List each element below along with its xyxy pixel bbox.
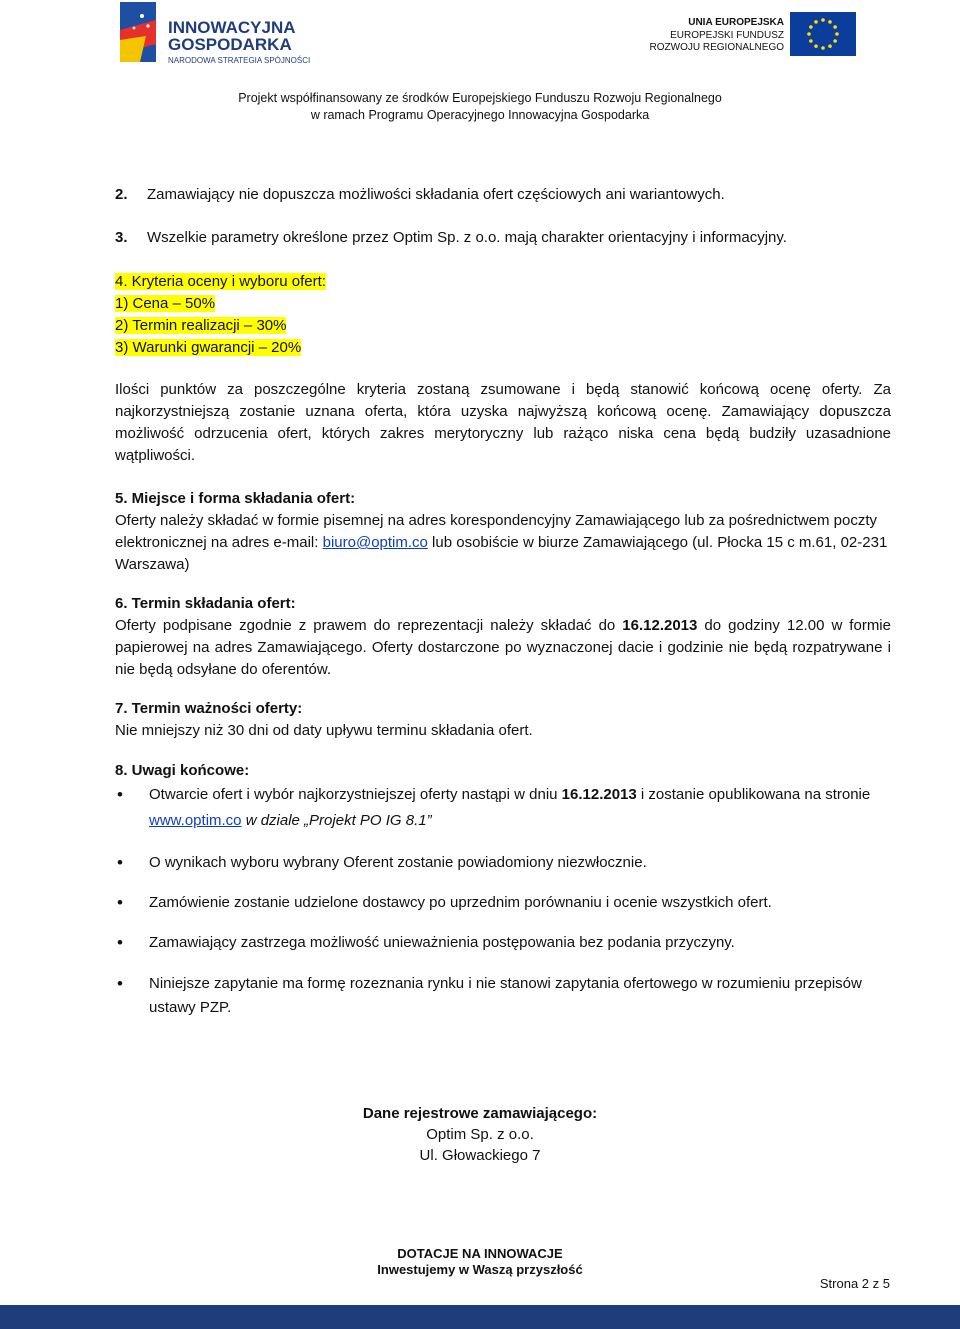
section-5-text: Oferty należy składać w formie pisemnej na adres korespondencyjny Zamawiającego lub za pośrednictwem poczty elektronicznej na adres e-mail: biuro@optim.co lub osobiście w biurze Zamawiającego (ul. Płocka 15 c m.61, 02-231 Warszawa) xyxy=(115,512,888,573)
eu-star-icon xyxy=(821,18,825,22)
svg-text:ROZWOJU REGIONALNEGO: ROZWOJU REGIONALNEGO xyxy=(649,42,784,53)
item-3-number: 3. xyxy=(115,229,128,246)
section-8-title: 8. Uwagi końcowe: xyxy=(115,762,250,779)
registration-company: Optim Sp. z o.o. xyxy=(426,1126,534,1143)
section-4-paragraph xyxy=(115,379,891,467)
svg-text:NARODOWA STRATEGIA SPÓJNOŚCI: NARODOWA STRATEGIA SPÓJNOŚCI xyxy=(168,56,311,65)
footer-bar xyxy=(0,1305,960,1329)
innowacyjna-gospodarka-logo xyxy=(110,0,330,70)
section-5-title: 5. Miejsce i forma składania ofert: xyxy=(115,490,356,507)
list-item: • Niniejsze zapytanie ma formę rozeznania rynku i nie stanowi zapytania ofertowego w rozumieniu przepisów ustawy PZP. xyxy=(115,972,891,1020)
registration-street: Ul. Głowackiego 7 xyxy=(419,1147,541,1164)
eu-star-icon xyxy=(835,32,839,36)
website-link[interactable]: www.optim.co xyxy=(149,812,242,829)
eu-star-icon xyxy=(807,32,811,36)
section-7-text: Nie mniejszy niż 30 dni od daty upływu terminu składania ofert. xyxy=(115,722,533,739)
section-6-text: Oferty podpisane zgodnie z prawem do reprezentacji należy składać do 16.12.2013 do godziny 12.00 w formie papierowej na adres Zamawiającego. Oferty dostarczone po wyznaczonej dacie i godzinie nie będą rozpatrywane i nie będą odsyłane do oferentów. xyxy=(115,617,891,678)
eu-star-icon xyxy=(809,25,813,29)
item-3-text: Wszelkie parametry określone przez Optim Sp. z o.o. mają charakter orientacyjny i informacyjny. xyxy=(147,229,787,246)
item-2-text: Zamawiający nie dopuszcza możliwości składania ofert częściowych ani wariantowych. xyxy=(147,186,725,203)
eu-star-icon xyxy=(828,20,832,24)
footer-slogan xyxy=(0,1246,960,1278)
eu-star-icon xyxy=(833,25,837,29)
rejection-text: Zamawiający dopuszcza możliwość odrzucenia ofert, których zakres merytoryczny lub rażąco niska cena będą budziły uzasadnione wątpliwości. xyxy=(115,403,892,464)
list-item: • Zamawiający zastrzega możliwość unieważnienia postępowania bez podania przyczyny. xyxy=(115,932,891,954)
project-funding-note xyxy=(0,90,960,124)
footer-line-2: Inwestujemy w Waszą przyszłość xyxy=(377,1262,583,1277)
project-line-1: Projekt współfinansowany ze środków Europejskiego Funduszu Rozwoju Regionalnego xyxy=(238,91,722,105)
criterion-1: 1) Cena – 50% xyxy=(115,295,216,312)
section-7-title: 7. Termin ważności oferty: xyxy=(115,700,303,717)
deadline-date: 16.12.2013 xyxy=(622,617,698,634)
criterion-3: 3) Warunki gwarancji – 20% xyxy=(115,339,302,356)
criterion-2: 2) Termin realizacji – 30% xyxy=(115,317,287,334)
eu-logo xyxy=(649,10,866,60)
eu-star-icon xyxy=(833,39,837,43)
scoring-text: Ilości punktów za poszczególne kryteria zostaną zsumowane i będą stanowić końcową ocenę oferty. Za najkorzystniejszą zostanie uznana oferta, która uzyska najwyższą końcową ocenę. xyxy=(115,381,891,420)
item-2 xyxy=(115,184,891,206)
svg-text:EUROPEJSKI FUNDUSZ: EUROPEJSKI FUNDUSZ xyxy=(670,30,784,41)
eu-star-icon xyxy=(821,46,825,50)
eu-star-icon xyxy=(828,44,832,48)
svg-text:INNOWACYJNA: INNOWACYJNA xyxy=(168,18,296,37)
logo-emblem-icon xyxy=(110,0,330,70)
section-6-title: 6. Termin składania ofert: xyxy=(115,595,296,612)
section-4-title: 4. Kryteria oceny i wyboru ofert: xyxy=(115,273,326,290)
email-link[interactable]: biuro@optim.co xyxy=(322,534,428,551)
svg-text:UNIA EUROPEJSKA: UNIA EUROPEJSKA xyxy=(688,17,784,28)
page-number: Strona 2 z 5 xyxy=(819,1276,890,1291)
list-item: • Otwarcie ofert i wybór najkorzystniejszej oferty nastąpi w dniu 16.12.2013 i zostanie opublikowana na stronie www.optim.co w dziale „Projekt PO IG 8.1” xyxy=(115,782,891,834)
item-2-number: 2. xyxy=(115,186,128,203)
project-line-2: w ramach Programu Operacyjnego Innowacyjna Gospodarka xyxy=(310,108,650,122)
eu-star-icon xyxy=(814,20,818,24)
registration-title: Dane rejestrowe zamawiającego: xyxy=(362,1105,598,1122)
eu-star-icon xyxy=(809,39,813,43)
svg-text:GOSPODARKA: GOSPODARKA xyxy=(168,35,292,54)
document-body xyxy=(115,184,891,1020)
eu-star-icon xyxy=(814,44,818,48)
list-item: • O wynikach wyboru wybrany Oferent zostanie powiadomiony niezwłocznie. xyxy=(115,852,891,874)
registration-data xyxy=(0,1103,960,1166)
item-3 xyxy=(115,227,891,249)
eu-flag-icon xyxy=(649,10,866,60)
list-item: • Zamówienie zostanie udzielone dostawcy po uprzednim porównaniu i ocenie wszystkich ofert. xyxy=(115,892,891,914)
final-remarks-list xyxy=(115,782,891,1020)
footer-line-1: DOTACJE NA INNOWACJE xyxy=(397,1246,563,1261)
